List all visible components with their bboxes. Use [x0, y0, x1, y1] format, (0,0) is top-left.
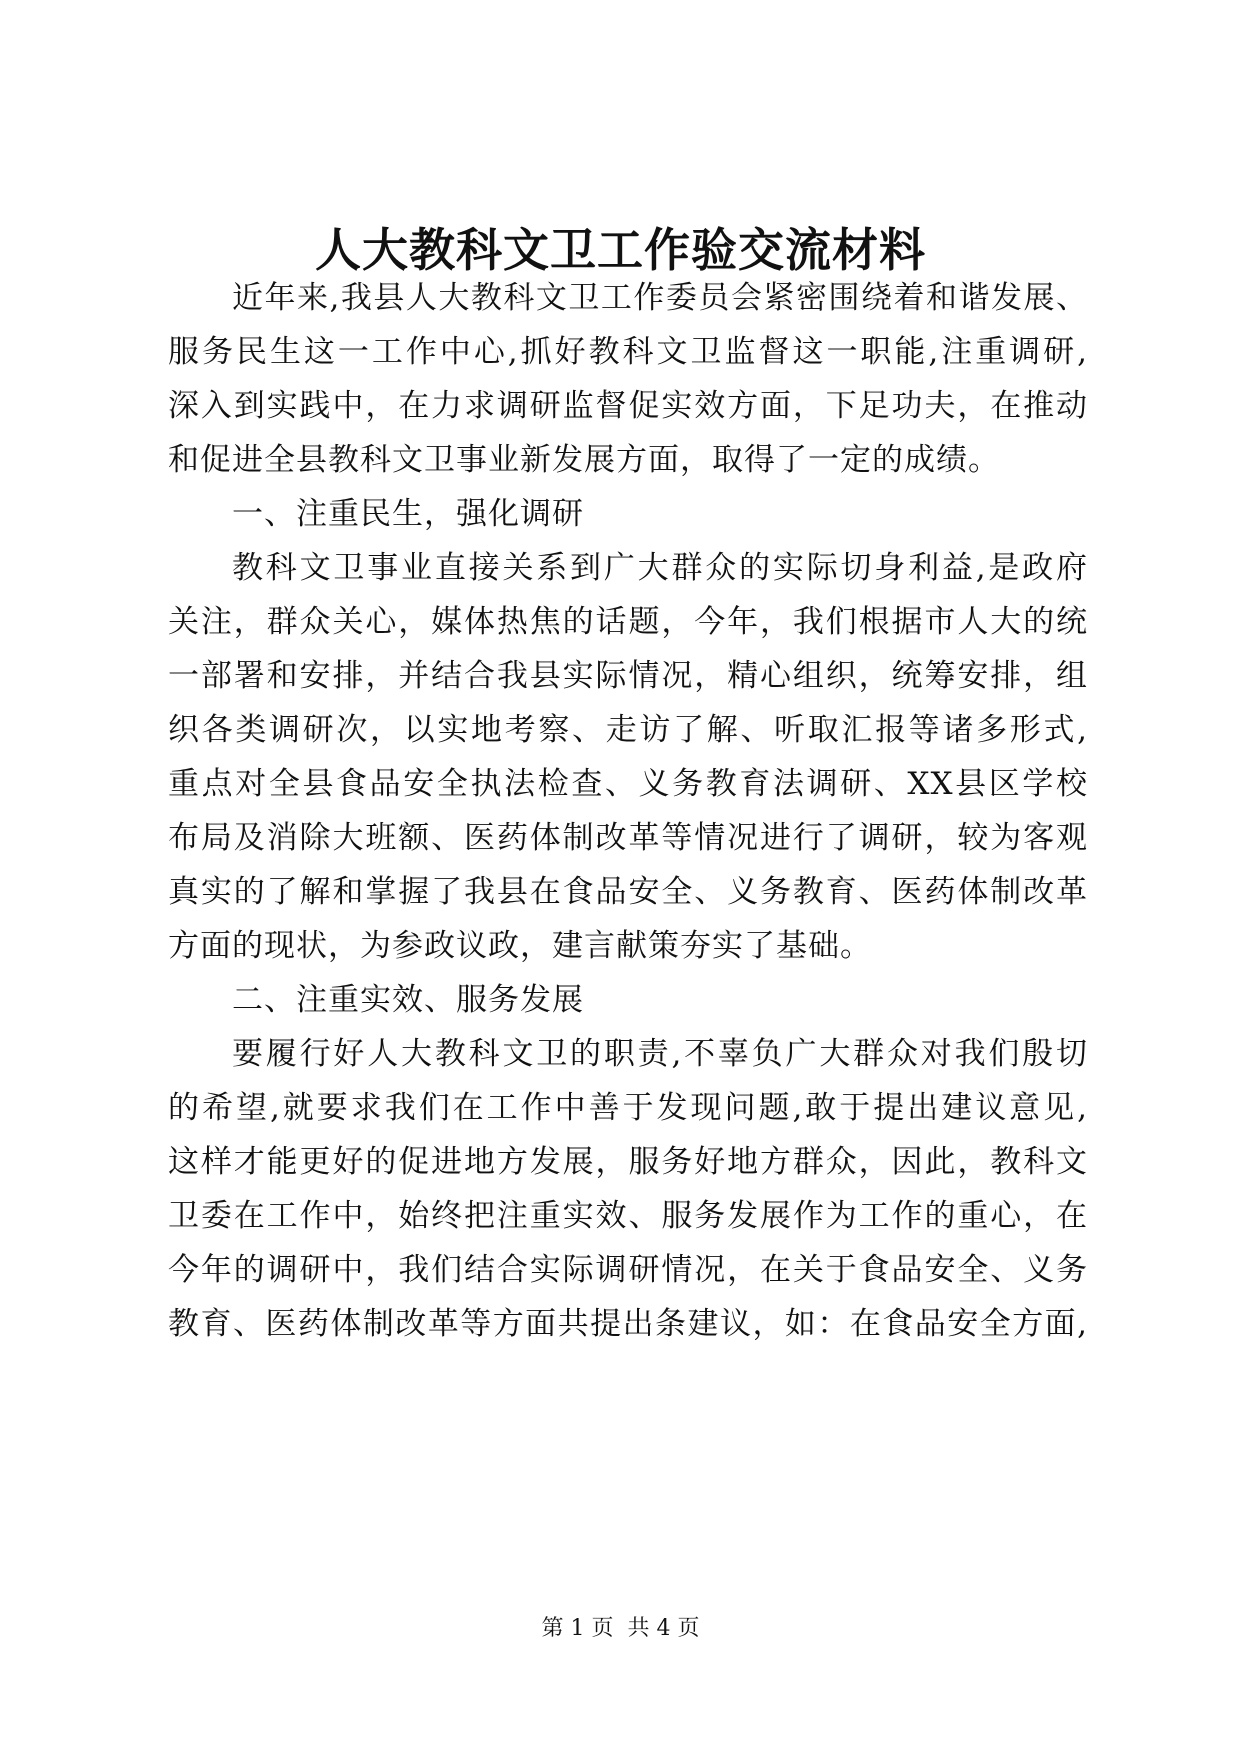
- paragraph-line: 深入到实践中，在力求调研监督促实效方面，下足功夫，在推动: [168, 388, 1088, 424]
- paragraph-line: 关注，群众关心，媒体热焦的话题，今年，我们根据市人大的统: [168, 604, 1088, 640]
- paragraph-line: 织各类调研次，以实地考察、走访了解、听取汇报等诸多形式,: [168, 712, 1088, 748]
- section-heading: 二、注重实效、服务发展: [232, 982, 584, 1018]
- paragraph-line: 这样才能更好的促进地方发展，服务好地方群众，因此，教科文: [168, 1144, 1088, 1180]
- paragraph-line: 今年的调研中，我们结合实际调研情况，在关于食品安全、义务: [168, 1252, 1088, 1288]
- paragraph-line: 一部署和安排，并结合我县实际情况，精心组织，统筹安排，组: [168, 658, 1088, 694]
- paragraph-line: 布局及消除大班额、医药体制改革等情况进行了调研，较为客观: [168, 820, 1088, 856]
- paragraph-line: 和促进全县教科文卫事业新发展方面，取得了一定的成绩。: [168, 442, 1000, 478]
- paragraph-line: 服务民生这一工作中心,抓好教科文卫监督这一职能,注重调研,: [168, 334, 1088, 370]
- page-number-footer: 第 1 页 共 4 页: [541, 1616, 700, 1641]
- paragraph-line: 要履行好人大教科文卫的职责,不辜负广大群众对我们殷切: [232, 1036, 1088, 1072]
- paragraph-line: 重点对全县食品安全执法检查、义务教育法调研、XX县区学校: [168, 766, 1088, 802]
- paragraph-line: 近年来,我县人大教科文卫工作委员会紧密围绕着和谐发展、: [232, 280, 1088, 316]
- paragraph-line: 真实的了解和掌握了我县在食品安全、义务教育、医药体制改革: [168, 874, 1088, 910]
- document-title: 人大教科文卫工作验交流材料: [315, 223, 926, 277]
- paragraph-line: 教育、医药体制改革等方面共提出条建议，如：在食品安全方面,: [168, 1306, 1088, 1342]
- section-heading: 一、注重民生，强化调研: [232, 496, 584, 532]
- paragraph-line: 教科文卫事业直接关系到广大群众的实际切身利益,是政府: [232, 550, 1088, 586]
- paragraph-line: 方面的现状，为参政议政，建言献策夯实了基础。: [168, 928, 872, 964]
- document-body: [168, 0, 1088, 1754]
- paragraph-line: 卫委在工作中，始终把注重实效、服务发展作为工作的重心，在: [168, 1198, 1088, 1234]
- paragraph-line: 的希望,就要求我们在工作中善于发现问题,敢于提出建议意见,: [168, 1090, 1088, 1126]
